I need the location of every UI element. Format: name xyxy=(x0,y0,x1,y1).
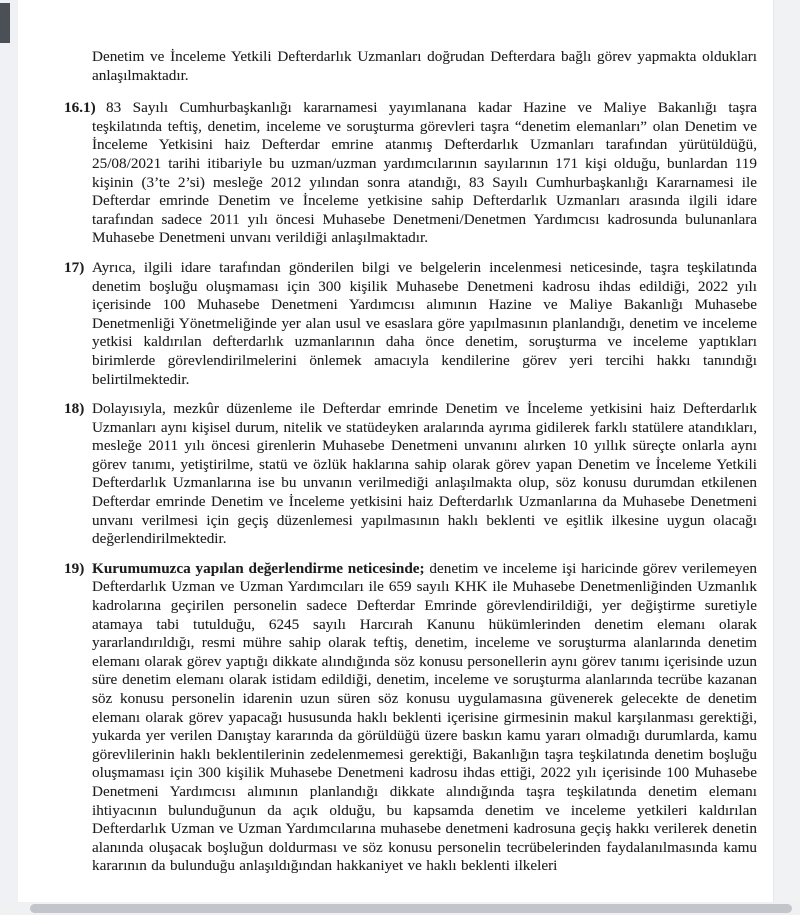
paragraph-number: 18) xyxy=(64,400,85,418)
paragraph-text: Dolayısıyla, mezkûr düzenleme ile Defterdar emrinde Denetim ve İnceleme yetkisini haiz Defterdarlık Uzmanları aynı kişisel durum, nitelik ve statüdeyken aralarında ayrıma gidilerek farklı statülere atandıkları, mesleğe 2011 yılı öncesi girenlerin Muhasebe Denetmeni unvanını alırken 10 yıllık süreçte onlarla aynı görev tanımı, yetiştirilme, statü ve özlük haklarına sahip olarak görev yapan Denetim ve İnceleme Yetkili Defterdarlık Uzmanlarına ise bu unvanın verilmediği anlaşılmakta olup, söz konusu durumdan etkilenen Defterdar emrinde Denetim ve İnceleme yetkisini haiz Defterdarlık Uzmanlarına da Muhasebe Denetmeni unvanı verilmesi için geçiş düzenlemesi yapılmasının haklı beklenti ve eşitlik ilkesine uygun olacağı değerlendirilmektedir. xyxy=(92,400,757,548)
horizontal-scrollbar-track[interactable] xyxy=(0,902,800,915)
intro-paragraph: Denetim ve İnceleme Yetkili Defterdarlık Uzmanları doğrudan Defterdara bağlı görev yapmakta oldukları anlaşılmaktadır. xyxy=(92,48,757,84)
paragraph-16-1 xyxy=(64,99,757,248)
paragraph-text: 83 Sayılı Cumhurbaşkanlığı kararnamesi yayımlanana kadar Hazine ve Maliye Bakanlığı taşra teşkilatında teftiş, denetim, inceleme ve soruşturma görevleri taşra “denetim elemanları” olan Denetim ve İnceleme Yetkisini haiz Defterdar emrine atanmış Defterdarlık Uzmanları tarafından yürütüldüğü, 25/08/2021 tarihi itibariyle bu uzman/uzman yardımcılarının sayılarının 171 kişi olduğu, bunlardan 119 kişinin (3’te 2’si) mesleğe 2012 yılından sonra atandığı, 83 Sayılı Cumhurbaşkanlığı Kararnamesi ile Defterdar emrinde Denetim ve İnceleme yetkisine sahip Defterdarlık Uzmanları arasında ilgili idare tarafından sadece 2011 yılı öncesi Muhasebe Denetmeni/Denetmen Yardımcısı kadrosunda bulunanlara Muhasebe Denetmeni unvanı verildiği anlaşılmaktadır. xyxy=(92,99,757,247)
scan-corner-artifact xyxy=(0,3,10,43)
paragraph-text: Ayrıca, ilgili idare tarafından gönderilen bilgi ve belgelerin incelenmesi neticesinde, taşra teşkilatında denetim boşluğu oluşmaması için 300 kişilik Muhasebe Denetmeni kadrosu ihdas edildiği, 2022 yılı içerisinde 100 Muhasebe Denetmeni Yardımcısı alımının Hazine ve Maliye Bakanlığı Muhasebe Denetmenliği Yönetmeliğinde yer alan usul ve esaslara göre yapılmasının planlandığı, denetim ve inceleme yetkisi kaldırılan defterdarlık uzmanlarının daha önce denetim, soruşturma ve inceleme yaptıkları birimlerde görevlendirilmelerini önlemek amacıyla kendilerine görev yeri tercihi hakkı tanındığı belirtilmektedir. xyxy=(92,258,757,388)
paragraph-number: 17) xyxy=(64,258,85,276)
paragraph-text xyxy=(92,560,757,876)
paragraph-17 xyxy=(64,259,757,389)
document-page xyxy=(64,48,757,887)
paragraph-lead-bold: Kurumumuzca yapılan değerlendirme neticesinde; xyxy=(92,559,430,577)
left-gutter xyxy=(0,0,18,915)
right-gutter xyxy=(773,0,800,915)
paragraph-19 xyxy=(64,560,757,876)
paragraph-number: 16.1) xyxy=(64,99,96,117)
paragraph-number: 19) xyxy=(64,559,85,577)
horizontal-scrollbar-thumb[interactable] xyxy=(30,904,792,913)
paragraph-body-text: denetim ve inceleme işi haricinde görev verilemeyen Defterdarlık Uzman ve Uzman Yardımcıları ile 659 sayılı KHK ile Muhasebe Denetmenliğinden Uzmanlık kadrolarına geçirilen personelin sadece Defterdar Emrinde görevlendirildiği, yer değiştirme suretiyle atamaya tabi tutulduğu, 6245 sayılı Harcırah Kanunu hükümlerinden denetim elemanı olarak yararlandırıldığı, resmi mühre sahip olarak teftiş, denetim, inceleme ve soruşturma alanlarında denetim elemanı olarak görev yaptığı dikkate alındığında söz konusu personellerin aynı görev tanımı içerisinde uzun süre denetim elemanı olarak istidam edildiği, denetim, inceleme ve soruşturma alanlarında tecrübe kazanan söz konusu personelin idarenin uzun süren söz konusu uygulamasına güvenerek gelecekte de denetim elemanı olarak görev yapacağı hususunda haklı beklenti içerisine girmesinin makul karşılanması gerektiği, yukarda yer verilen Danıştay kararında da görüldüğü üzere baskın kamu yararı olmadığı durumlarda, kamu görevlilerinin haklı beklentilerinin zedelenmemesi gerektiği, Bakanlığın taşra teşkilatında denetim boşluğu oluşmaması için 300 kişilik Muhasebe Denetmeni kadrosu ihdas ettiği, 2022 yılı içerisinde 100 Muhasebe Denetmeni Yardımcısı alımının planlandığı dikkate alındığında taşra teşkilatında denetim elemanı ihtiyacının bulunduğunun da açık olduğu, bu kapsamda denetim ve inceleme yetkileri kaldırılan Defterdarlık Uzman ve Uzman Yardımcılarına muhasebe denetmeni kadrosuna geçiş hakkı verilerek denetin alanında oluşacak boşluğun doldurması ve söz konusu personelin tecrübelerinden faydalanılmasında kamu kararının da bulunduğu anlaşıldığından hakkaniyet ve haklı beklenti ilkeleri xyxy=(92,559,757,875)
paragraph-18 xyxy=(64,400,757,549)
